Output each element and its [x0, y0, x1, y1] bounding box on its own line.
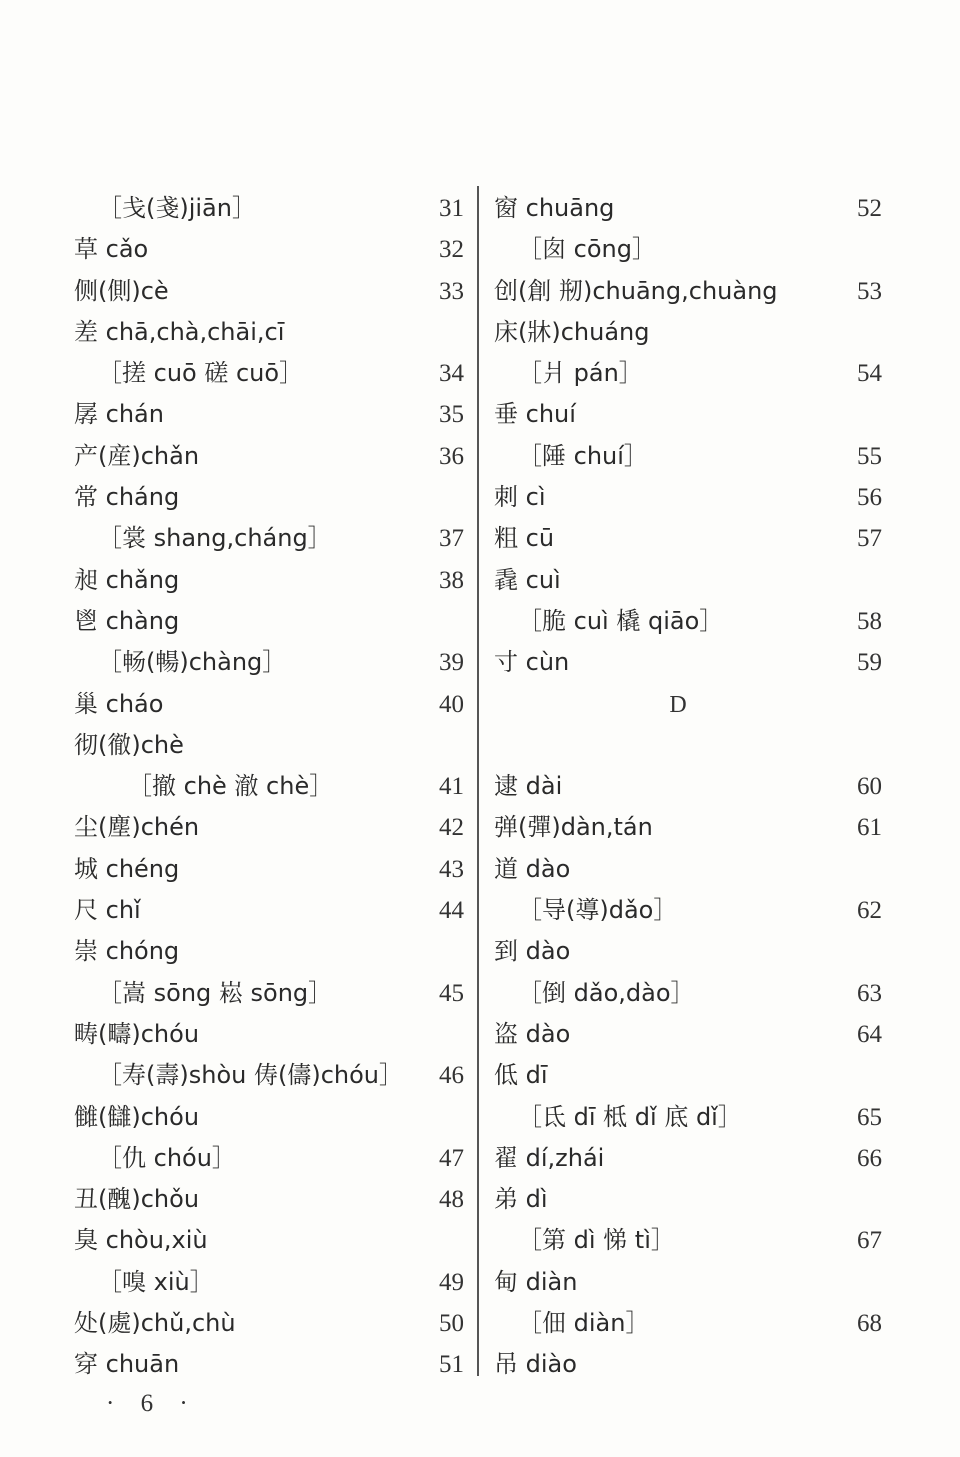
entry-page-number: 39 [439, 649, 464, 677]
index-entry [74, 1014, 474, 1055]
entry-text: 创(創 剏)chuāng,chuàng [494, 276, 778, 305]
entry-page-number: 43 [439, 855, 464, 883]
entry-text: ［佃 diàn］ [518, 1309, 650, 1338]
index-entry [74, 560, 474, 601]
index-entry [494, 312, 890, 353]
entry-page-number: 59 [857, 649, 882, 677]
index-subentry [494, 601, 890, 642]
entry-page-number: 42 [439, 814, 464, 842]
entry-text: 尺 chǐ [74, 896, 141, 925]
entry-text: 臭 chòu,xiù [74, 1226, 208, 1255]
entry-page-number: 56 [857, 484, 882, 512]
entry-page-number: 36 [439, 442, 464, 470]
entry-page-number: 37 [439, 525, 464, 553]
index-entry [74, 1303, 474, 1344]
entry-text: ［爿 pán］ [518, 359, 643, 388]
entry-text: 到 dào [494, 937, 571, 966]
entry-text: 翟 dí,zhái [494, 1143, 605, 1172]
entry-text: 孱 chán [74, 400, 164, 429]
entry-text: 昶 chǎng [74, 565, 180, 594]
entry-text: 寸 cùn [494, 648, 570, 677]
entry-page-number: 54 [857, 360, 882, 388]
entry-text: ［嗅 xiù］ [98, 1267, 214, 1296]
entry-page-number: 64 [857, 1020, 882, 1048]
index-subentry [74, 973, 474, 1014]
entry-page-number: 65 [857, 1103, 882, 1131]
index-subentry [74, 353, 474, 394]
index-subentry [494, 890, 890, 931]
entry-text: 吊 diào [494, 1350, 577, 1379]
index-entry [74, 890, 474, 931]
entry-page-number: 53 [857, 277, 882, 305]
index-subentry [74, 642, 474, 683]
entry-text: 鬯 chàng [74, 606, 180, 635]
entry-text: 丑(醜)chǒu [74, 1185, 200, 1214]
right-column [494, 188, 890, 1386]
index-entry [494, 931, 890, 972]
entry-page-number: 62 [857, 897, 882, 925]
entry-text: 草 cǎo [74, 235, 149, 264]
entry-page-number: 50 [439, 1310, 464, 1338]
entry-text: 弹(彈)dàn,tán [494, 813, 653, 842]
index-entry [494, 807, 890, 848]
entry-text: 城 chéng [74, 854, 180, 883]
index-entry [74, 849, 474, 890]
entry-text: 常 cháng [74, 483, 180, 512]
index-entry [494, 394, 890, 435]
index-entry [74, 807, 474, 848]
entry-page-number: 61 [857, 814, 882, 842]
index-entry [494, 271, 890, 312]
index-subentry [494, 229, 890, 270]
entry-text: ［脆 cuì 橇 qiāo］ [518, 606, 724, 635]
index-entry [74, 394, 474, 435]
entry-text: 低 dī [494, 1061, 548, 1090]
index-entry [494, 1344, 890, 1385]
index-entry [74, 1344, 474, 1385]
entry-page-number: 49 [439, 1268, 464, 1296]
entry-text: ［第 dì 悌 tì］ [518, 1226, 675, 1255]
index-subentry [494, 353, 890, 394]
index-entry [494, 1262, 890, 1303]
column-divider [477, 186, 479, 1376]
entry-page-number: 63 [857, 979, 882, 1007]
index-subentry [494, 973, 890, 1014]
index-entry [74, 684, 474, 725]
entry-page-number: 41 [439, 773, 464, 801]
index-entry [494, 1179, 890, 1220]
entry-text: 垂 chuí [494, 400, 576, 429]
entry-text: ［戋(戔)jiān］ [98, 194, 256, 222]
index-entry [494, 766, 890, 807]
index-entry [494, 560, 890, 601]
index-entry [74, 229, 474, 270]
entry-text: ［倒 dǎo,dào］ [518, 978, 695, 1007]
entry-text: ［撤 chè 澈 chè］ [128, 772, 334, 801]
index-subentry [74, 1262, 474, 1303]
entry-text: 穿 chuān [74, 1350, 180, 1379]
index-entry [494, 477, 890, 518]
entry-text: 床(牀)chuáng [494, 317, 650, 346]
entry-text: 粗 cū [494, 524, 555, 553]
entry-text: 刺 cì [494, 483, 546, 512]
index-subentry [494, 1303, 890, 1344]
entry-page-number: 47 [439, 1144, 464, 1172]
index-entry [74, 271, 474, 312]
index-subentry [74, 1055, 474, 1096]
entry-page-number: 40 [439, 690, 464, 718]
index-entry [494, 849, 890, 890]
index-entry [74, 931, 474, 972]
index-subentry [494, 436, 890, 477]
entry-text: 道 dào [494, 854, 571, 883]
entry-text: 崇 chóng [74, 937, 180, 966]
entry-page-number: 46 [439, 1062, 464, 1090]
index-entry [494, 1014, 890, 1055]
entry-page-number: 34 [439, 360, 464, 388]
entry-page-number: 68 [857, 1310, 882, 1338]
entry-text: 甸 diàn [494, 1267, 578, 1296]
index-subentry [74, 766, 474, 807]
entry-page-number: 32 [439, 236, 464, 264]
entry-text: ［裳 shang,cháng］ [98, 524, 332, 553]
index-entry [74, 477, 474, 518]
index-entry [74, 1220, 474, 1261]
index-subentry [74, 1138, 474, 1179]
index-entry [74, 436, 474, 477]
index-entry [74, 1179, 474, 1220]
entry-text: ［搓 cuō 磋 cuō］ [98, 359, 304, 388]
index-subentry [74, 518, 474, 559]
entry-text: 逮 dài [494, 772, 563, 801]
entry-page-number: 60 [857, 773, 882, 801]
entry-text: ［寿(壽)shòu 俦(儔)chóu］ [98, 1061, 403, 1090]
index-subentry [494, 1220, 890, 1261]
entry-text: ［导(導)dǎo］ [518, 896, 678, 925]
entry-page-number: 58 [857, 607, 882, 635]
index-entry [494, 188, 890, 229]
entry-text: ［仇 chóu］ [98, 1143, 236, 1172]
entry-text: 盗 dào [494, 1019, 571, 1048]
entry-page-number: 33 [439, 277, 464, 305]
section-letter: D [669, 691, 687, 718]
entry-text: 弟 dì [494, 1185, 548, 1214]
index-subentry [74, 188, 474, 229]
index-entry [74, 1097, 474, 1138]
entry-text: 处(處)chǔ,chù [74, 1309, 236, 1338]
entry-text: 毳 cuì [494, 565, 561, 594]
index-entry [74, 725, 474, 766]
entry-text: 彻(徹)chè [74, 730, 184, 759]
entry-text: 窗 chuāng [494, 194, 615, 222]
entry-text: ［畅(暢)chàng］ [98, 648, 287, 677]
entry-text: ［囱 cōng］ [518, 235, 656, 264]
index-entry [494, 1138, 890, 1179]
entry-page-number: 55 [857, 442, 882, 470]
entry-page-number: 52 [857, 195, 882, 222]
index-entry [74, 601, 474, 642]
entry-text: 巢 cháo [74, 689, 164, 718]
index-entry [494, 642, 890, 683]
entry-text: ［陲 chuí］ [518, 441, 648, 470]
entry-text: ［氐 dī 柢 dǐ 底 dǐ］ [518, 1102, 742, 1131]
entry-page-number: 31 [439, 195, 464, 222]
entry-page-number: 35 [439, 401, 464, 429]
section-heading [494, 684, 890, 767]
entry-page-number: 38 [439, 566, 464, 594]
left-column [74, 188, 474, 1386]
entry-page-number: 45 [439, 979, 464, 1007]
entry-text: ［嵩 sōng 崧 sōng］ [98, 978, 333, 1007]
entry-page-number: 66 [857, 1144, 882, 1172]
entry-page-number: 44 [439, 897, 464, 925]
entry-text: 尘(塵)chén [74, 813, 200, 842]
entry-page-number: 48 [439, 1186, 464, 1214]
index-entry [74, 312, 474, 353]
entry-page-number: 67 [857, 1227, 882, 1255]
entry-page-number: 57 [857, 525, 882, 553]
index-entry [494, 518, 890, 559]
entry-text: 雠(讎)chóu [74, 1102, 200, 1131]
entry-page-number: 51 [439, 1351, 464, 1379]
page-number: · 6 · [106, 1390, 198, 1417]
entry-text: 侧(側)cè [74, 276, 169, 305]
index-entry [494, 1055, 890, 1096]
entry-text: 差 chā,chà,chāi,cī [74, 317, 285, 346]
entry-text: 畴(疇)chóu [74, 1019, 200, 1048]
entry-text: 产(産)chǎn [74, 441, 200, 470]
index-subentry [494, 1097, 890, 1138]
